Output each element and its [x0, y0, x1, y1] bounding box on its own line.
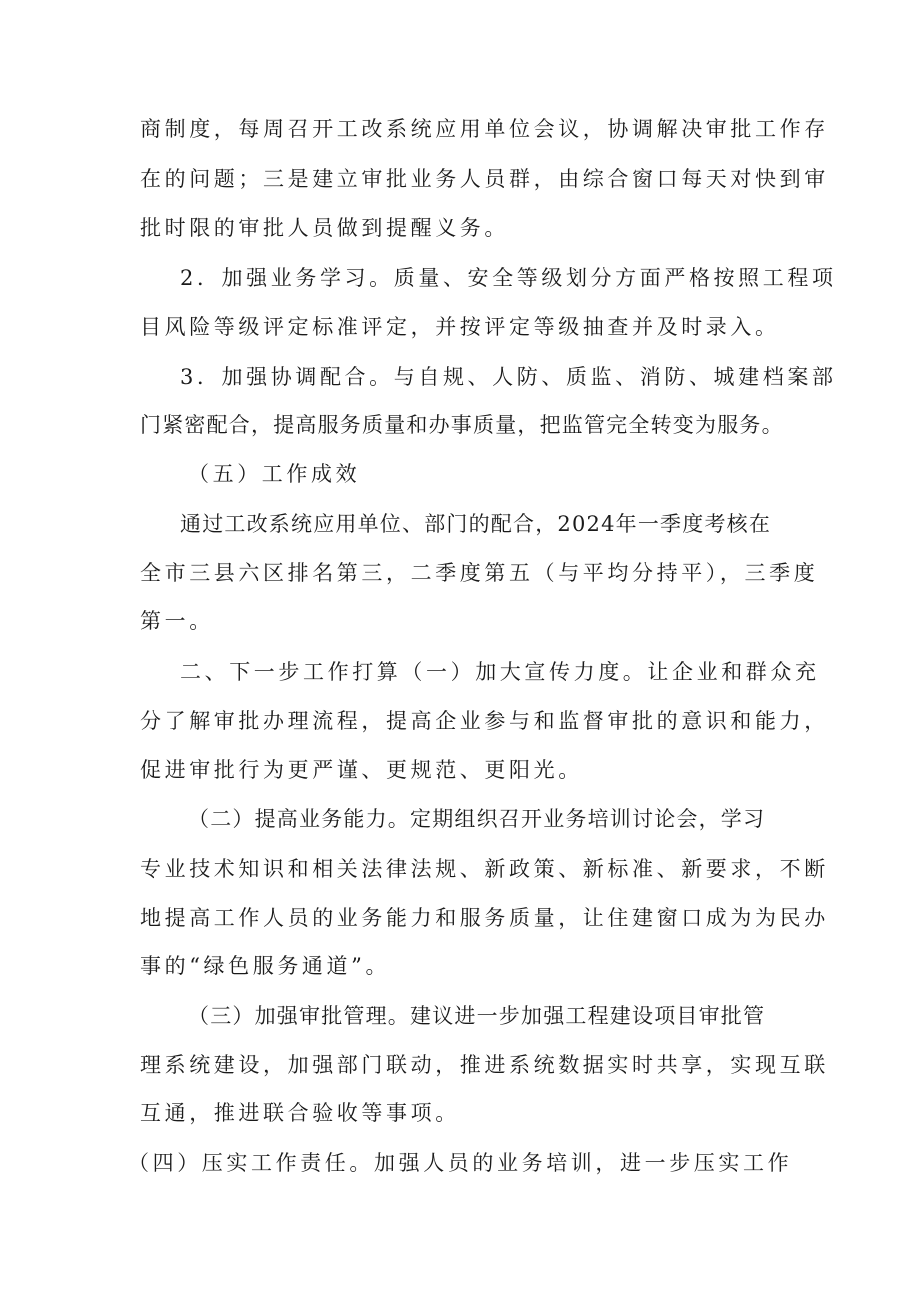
text-line: 通过工改系统应用单位、部门的配合，2024年一季度考核在	[180, 512, 772, 536]
text-line: 2．加强业务学习。质量、安全等级划分方面严格按照工程项	[180, 266, 837, 290]
text-line: 促进审批行为更严谨、更规范、更阳光。	[140, 758, 583, 782]
text-line: （三）加强审批管理。建议进一步加强工程建设项目审批管	[188, 1004, 766, 1028]
text-line: 门紧密配合，提高服务质量和办事质量，把监管完全转变为服务。	[140, 413, 784, 437]
text-line: 在的问题；三是建立审批业务人员群，由综合窗口每天对快到审	[140, 167, 829, 191]
text-line: 事的“绿色服务通道”。	[140, 954, 391, 978]
text-line: 分了解审批办理流程，提高企业参与和监督审批的意识和能力，	[140, 709, 829, 733]
text-line: 批时限的审批人员做到提醒义务。	[140, 216, 509, 240]
text-line: 地提高工作人员的业务能力和服务质量，让住建窗口成为为民办	[140, 906, 829, 930]
text-line: （二）提高业务能力。定期组织召开业务培训讨论会，学习	[188, 807, 766, 831]
text-line: 全市三县六区排名第三，二季度第五（与平均分持平），三季度	[140, 561, 819, 585]
text-line: （四）压实工作责任。加强人员的业务培训，进一步压实工作	[128, 1151, 793, 1175]
text-line: 专业技术知识和相关法律法规、新政策、新标准、新要求，不断	[140, 857, 829, 881]
text-line: 商制度，每周召开工改系统应用单位会议，协调解决审批工作存	[140, 117, 829, 141]
text-line: 二、下一步工作打算（一）加大宣传力度。让企业和群众充	[180, 660, 820, 684]
text-line: 第一。	[140, 609, 214, 633]
text-line: 3．加强协调配合。与自规、人防、质监、消防、城建档案部	[180, 365, 837, 389]
section-heading: （五）工作成效	[188, 462, 361, 486]
text-line: 理系统建设，加强部门联动，推进系统数据实时共享，实现互联	[140, 1053, 829, 1077]
text-line: 目风险等级评定标准评定，并按评定等级抽查并及时录入。	[140, 315, 780, 339]
text-line: 互通，推进联合验收等事项。	[140, 1101, 460, 1125]
